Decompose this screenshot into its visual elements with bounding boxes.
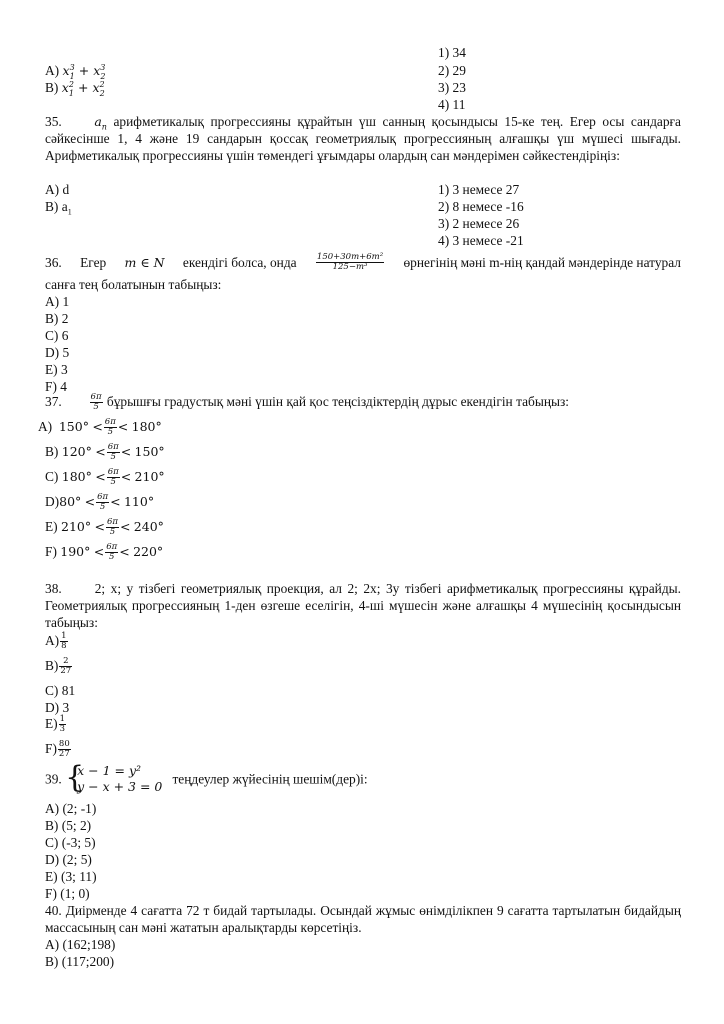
q38-option-d: D) 3: [45, 700, 70, 715]
q40-option-a: A) (162;198): [45, 937, 116, 952]
q34-right-option-2: 2) 29: [438, 63, 466, 78]
q34-option-b: B) $x^2_1 + x^2_2$: [45, 79, 105, 98]
q39-option-a: A) (2; -1): [45, 801, 97, 816]
q39-option-b: B) (5; 2): [45, 818, 92, 833]
q36-text-line2: санға тең болатынын табыңыз:: [45, 277, 222, 292]
q35-right-option-1: 1) 3 немесе 27: [438, 182, 520, 197]
q35-right-option-2: 2) 8 немесе -16: [438, 199, 524, 214]
q34-option-a: A) $x^3_1 + x^3_2$: [45, 62, 106, 81]
q37-option-c: C) 180° < $\frac{6\pi}{5}$ < 210°: [45, 467, 165, 488]
q36-option-b: B) 2: [45, 311, 69, 326]
q37-option-b: B) 120° < $\frac{6\pi}{5}$ < 150°: [45, 442, 165, 463]
q39-text: 39. { x − 1 = y² y − x + 3 = 0 теңдеулер жүйесінің шешім(дер)і:: [45, 760, 368, 795]
q38-option-a: A) $\frac{1}{8}$: [45, 631, 67, 652]
q38-text: 38. 2; x; y тізбегі геометриялық проекция, ал 2; 2x; 3y тізбегі арифметикалық прогрессияны құрайды. Геометриялық прогрессияның 1-ден өзгеше еселігін, 4-ші мүшесін және алғашқы 4 мүшесінің қосындысын табыңыз:: [45, 581, 681, 630]
q34-right-option-3: 3) 23: [438, 80, 466, 95]
q39-equation-system: { x − 1 = y² y − x + 3 = 0: [65, 760, 163, 795]
q36-option-a: A) 1: [45, 294, 70, 309]
q34-right-option-4: 4) 11: [438, 97, 466, 112]
q37-fraction: $\frac{6\pi}{5}$: [90, 392, 102, 413]
q36-option-c: C) 6: [45, 328, 69, 343]
q39-option-f: F) (1; 0): [45, 886, 90, 901]
q35-text: 35. $a_n$ арифметикалық прогрессияны құрайтын үш санның қосындысы 15-ке тең. Егер осы сандарға сәйкесінше 1, 4 және 19 сандарын қоссақ геометриялық прогрессияның алғашқы үш мүшесі шығады. Арифметикалық прогрессияны үшін төмендегі ұғымдары олардың сан мәндерімен сәйкестендіріңіз:: [45, 114, 681, 163]
q38-option-e: E) $\frac{1}{3}$: [45, 714, 66, 735]
q39-option-c: C) (-3; 5): [45, 835, 96, 850]
q35-option-b: B) $a_1$: [45, 199, 72, 217]
q37-text: 37. $\frac{6\pi}{5}$ бұрышғы градустық мәні үшін қай қос теңсіздіктердің дұрыс екендігін табыңыз:: [45, 392, 570, 413]
q37-option-d: D)80° < $\frac{6\pi}{5}$ < 110°: [45, 492, 155, 513]
q38-option-c: C) 81: [45, 683, 76, 698]
q38-option-b: B) $\frac{2}{27}$: [45, 656, 72, 677]
q35-right-option-3: 3) 2 немесе 26: [438, 216, 520, 231]
q37-option-f: F) 190° < $\frac{6\pi}{5}$ < 220°: [45, 542, 164, 563]
q39-option-d: D) (2; 5): [45, 852, 92, 867]
q40-text: 40. Диірменде 4 сағатта 72 т бидай тартылады. Осындай жұмыс өнімділікпен 9 сағатта тартылатын бидайдың массасының сан мәні жататын аралықтарды көрсетіңіз.: [45, 903, 681, 935]
q35-right-option-4: 4) 3 немесе -21: [438, 233, 524, 248]
q39-option-e: E) (3; 11): [45, 869, 97, 884]
q36-option-d: D) 5: [45, 345, 70, 360]
q35-option-a: A) d: [45, 182, 70, 197]
q38-option-f: F) $\frac{80}{27}$: [45, 739, 70, 760]
q36-option-e: E) 3: [45, 362, 68, 377]
q34-right-option-1: 1) 34: [438, 45, 466, 60]
q37-option-a: A) 150° < $\frac{6\pi}{5}$ < 180°: [38, 417, 162, 438]
q36-fraction: $\frac{\text{150+30m+6m²}}{\text{125−m³}}$: [316, 252, 384, 272]
q37-option-e: E) 210° < $\frac{6\pi}{5}$ < 240°: [45, 517, 164, 538]
q36-text-line1: 36. Егер m ∈ N екендігі болса, онда $\frac{\text{150+30m+6m²}}{\text{125−m³}}$ өрнегінің мәні m-нің қандай мәндерінде натурал: [45, 252, 681, 272]
q36-option-f: F) 4: [45, 379, 67, 394]
q40-option-b: B) (117;200): [45, 954, 115, 969]
